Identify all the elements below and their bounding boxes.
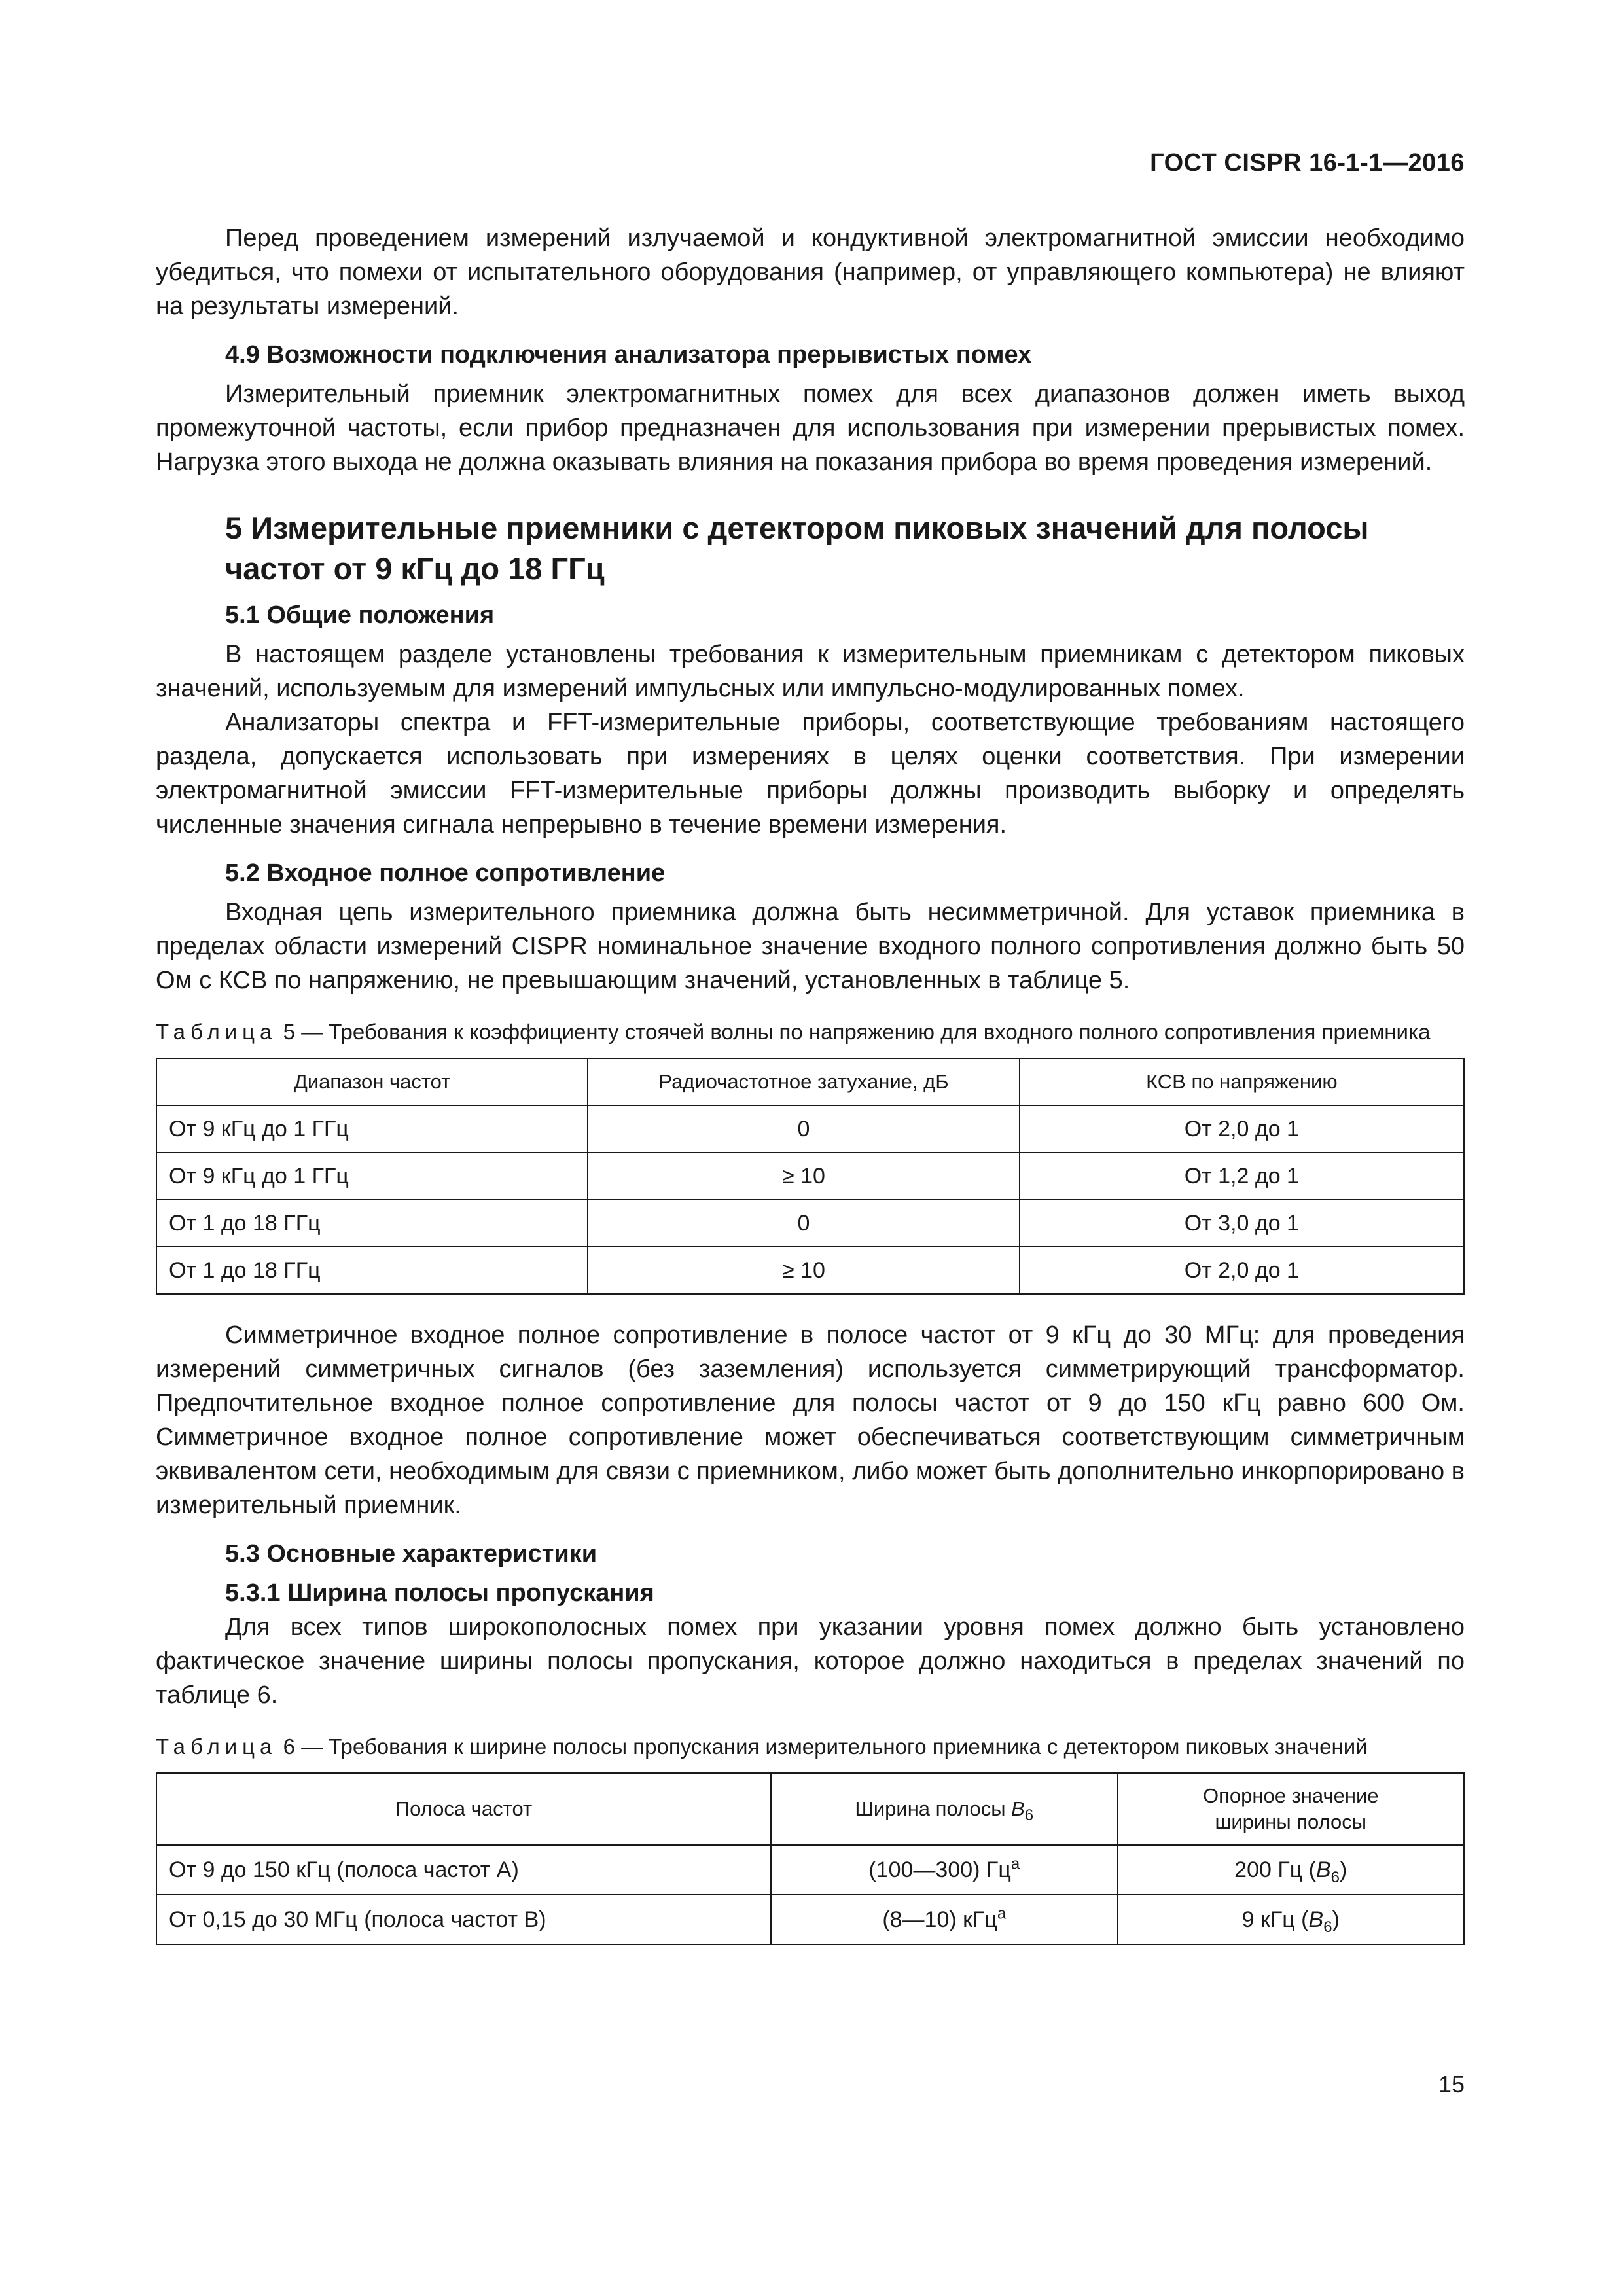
header-text: ширины полосы xyxy=(1215,1810,1367,1833)
table-row xyxy=(156,1200,1464,1247)
cell-text: (100—300) Гц xyxy=(868,1857,1011,1882)
section-heading-5: 5 Измерительные приемники с детектором пиковых значений для полосы частот от 9 кГц до 18 ГГц xyxy=(225,511,1369,586)
table-5-caption-text: 5 — Требования к коэффициенту стоячей волны по напряжению для входного полного сопротивления приемника xyxy=(283,1020,1431,1044)
table-cell: От 9 до 150 кГц (полоса частот A) xyxy=(156,1845,771,1895)
table-cell xyxy=(1118,1845,1464,1895)
table-cell: ≥ 10 xyxy=(588,1247,1019,1294)
paragraph: В настоящем разделе установлены требования к измерительным приемникам с детектором пиковых значений, используемым для измерений импульсных или импульсно-модулированных помех. xyxy=(156,641,1465,702)
table-5 xyxy=(156,1058,1465,1295)
page-number: 15 xyxy=(1438,2071,1465,2098)
paragraph: Симметричное входное полное сопротивление в полосе частот от 9 кГц до 30 МГц: для проведения измерений симметричных сигналов (без заземления) используется симметрирующий трансформатор. Предпочтительное входное полное сопротивление для полосы частот от 9 до 150 кГц равно 600 Ом. Симметричное входное полное сопротивление может обеспечиваться соответствующим симметричным эквивалентом сети, необходимым для связи с приемником, либо может быть дополнительно инкорпорировано в измерительный приемник. xyxy=(156,1321,1465,1519)
table-cell: От 9 кГц до 1 ГГц xyxy=(156,1105,588,1153)
table-header-cell xyxy=(771,1773,1117,1845)
table-header-cell xyxy=(1118,1773,1464,1845)
table-cell: От 1 до 18 ГГц xyxy=(156,1247,588,1294)
variable: B xyxy=(1308,1907,1324,1932)
table-cell: 0 xyxy=(588,1105,1019,1153)
document-body xyxy=(156,221,1465,1945)
subscript: 6 xyxy=(1024,1806,1034,1825)
table-header-cell: Диапазон частот xyxy=(156,1058,588,1105)
table-cell: От 2,0 до 1 xyxy=(1020,1247,1464,1294)
header-text: Ширина полосы xyxy=(855,1797,1012,1820)
table-cell: От 2,0 до 1 xyxy=(1020,1105,1464,1153)
table-cell: От 3,0 до 1 xyxy=(1020,1200,1464,1247)
section-heading-5-2: 5.2 Входное полное сопротивление xyxy=(225,859,666,887)
table-header-cell: Полоса частот xyxy=(156,1773,771,1845)
paragraph: Входная цепь измерительного приемника должна быть несимметричной. Для уставок приемника в пределах области измерений CISPR номинальное значение входного полного сопротивления должно быть 50 Ом с КСВ по напряжению, не превышающим значений, установленных в таблице 5. xyxy=(156,899,1465,994)
section-heading-5-1: 5.1 Общие положения xyxy=(225,601,495,629)
paragraph: Измерительный приемник электромагнитных помех для всех диапазонов должен иметь выход промежуточной частоты, если прибор предназначен для использования при измерении прерывистых помех. Нагрузка этого выхода не должна оказывать влияния на показания прибора во время проведения измерений. xyxy=(156,380,1465,476)
table-6 xyxy=(156,1772,1465,1945)
cell-text: 200 Гц ( xyxy=(1234,1857,1316,1882)
cell-text: (8—10) кГц xyxy=(882,1907,997,1932)
footnote-mark: a xyxy=(997,1905,1007,1923)
table-row xyxy=(156,1895,1464,1945)
document-page xyxy=(156,0,1465,2296)
footnote-mark: a xyxy=(1010,1855,1020,1873)
table-6-caption-text: 6 — Требования к ширине полосы пропускания измерительного приемника с детектором пиковых значений xyxy=(283,1734,1368,1759)
variable: B xyxy=(1315,1857,1331,1882)
cell-text: ) xyxy=(1340,1857,1347,1882)
paragraph: Анализаторы спектра и FFT-измерительные приборы, соответствующие требованиям настоящего раздела, допускается использовать при измерениях в целях оценки соответствия. При измерении электромагнитной эмиссии FFT-измерительные приборы должны производить выборку и определять численные значения сигнала непрерывно в течение времени измерения. xyxy=(156,709,1465,838)
table-row xyxy=(156,1105,1464,1153)
paragraph: Перед проведением измерений излучаемой и кондуктивной электромагнитной эмиссии необходимо убедиться, что помехи от испытательного оборудования (например, от управляющего компьютера) не влияют на результаты измерений. xyxy=(156,224,1465,320)
section-heading-5-3-1: 5.3.1 Ширина полосы пропускания xyxy=(225,1579,654,1607)
table-6-caption xyxy=(156,1732,1465,1762)
subscript: 6 xyxy=(1330,1868,1340,1886)
cell-text: ) xyxy=(1332,1907,1340,1932)
subscript: 6 xyxy=(1323,1918,1332,1936)
table-cell: ≥ 10 xyxy=(588,1153,1019,1200)
table-row xyxy=(156,1153,1464,1200)
table-6-caption-label: Таблица xyxy=(156,1734,277,1759)
table-cell xyxy=(771,1895,1117,1945)
table-cell: От 9 кГц до 1 ГГц xyxy=(156,1153,588,1200)
table-cell: От 1 до 18 ГГц xyxy=(156,1200,588,1247)
header-text: Опорное значение xyxy=(1202,1784,1379,1807)
table-cell: От 1,2 до 1 xyxy=(1020,1153,1464,1200)
table-cell: 0 xyxy=(588,1200,1019,1247)
variable: B xyxy=(1011,1797,1025,1820)
table-cell: От 0,15 до 30 МГц (полоса частот B) xyxy=(156,1895,771,1945)
table-row xyxy=(156,1247,1464,1294)
section-heading-5-3: 5.3 Основные характеристики xyxy=(225,1540,597,1568)
section-heading-4-9: 4.9 Возможности подключения анализатора прерывистых помех xyxy=(225,341,1032,368)
cell-text: 9 кГц ( xyxy=(1241,1907,1309,1932)
paragraph: Для всех типов широкополосных помех при указании уровня помех должно быть установлено фактическое значение ширины полосы пропускания, которое должно находиться в пределах значений по таблице 6. xyxy=(156,1613,1465,1709)
table-cell xyxy=(771,1845,1117,1895)
table-row xyxy=(156,1845,1464,1895)
document-header: ГОСТ CISPR 16-1-1—2016 xyxy=(1150,149,1465,177)
table-5-caption-label: Таблица xyxy=(156,1020,277,1044)
table-5-caption xyxy=(156,1017,1465,1047)
table-header-row xyxy=(156,1058,1464,1105)
table-header-row xyxy=(156,1773,1464,1845)
table-cell xyxy=(1118,1895,1464,1945)
table-header-cell: КСВ по напряжению xyxy=(1020,1058,1464,1105)
table-header-cell: Радиочастотное затухание, дБ xyxy=(588,1058,1019,1105)
